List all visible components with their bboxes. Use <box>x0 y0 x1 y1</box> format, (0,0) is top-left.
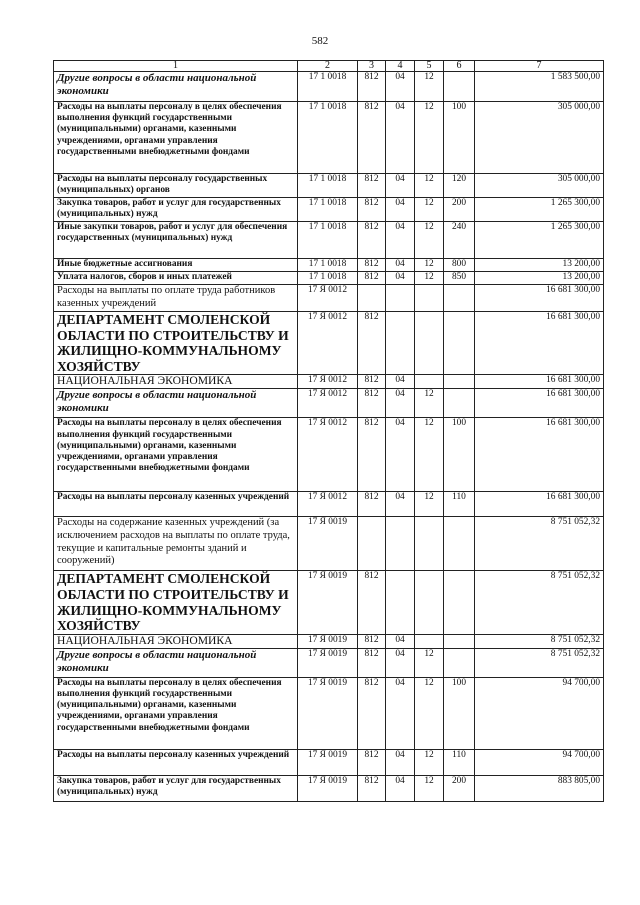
section-cell <box>386 285 415 312</box>
header-col-7: 7 <box>475 61 604 72</box>
header-col-1: 1 <box>54 61 298 72</box>
ministry-code-cell: 812 <box>358 259 386 272</box>
ministry-code-cell: 812 <box>358 648 386 677</box>
subsection-cell <box>415 312 444 375</box>
ministry-code-cell: 812 <box>358 312 386 375</box>
target-article-cell: 17 Я 0012 <box>298 285 358 312</box>
header-col-5: 5 <box>415 61 444 72</box>
item-name-cell: Расходы на выплаты персоналу казенных учреждений <box>54 492 298 517</box>
table-row <box>54 285 604 312</box>
table-row <box>54 198 604 222</box>
subsection-cell <box>415 517 444 571</box>
subsection-cell: 12 <box>415 174 444 198</box>
amount-cell: 16 681 300,00 <box>475 418 604 492</box>
item-name-cell: Другие вопросы в области национальной экономики <box>54 389 298 418</box>
ministry-code-cell: 812 <box>358 72 386 102</box>
ministry-code-cell: 812 <box>358 749 386 775</box>
ministry-code-cell: 812 <box>358 375 386 389</box>
table-row <box>54 571 604 634</box>
amount-cell: 13 200,00 <box>475 272 604 285</box>
subsection-cell <box>415 375 444 389</box>
item-name-cell: ДЕПАРТАМЕНТ СМОЛЕНСКОЙ ОБЛАСТИ ПО СТРОИТЕЛЬСТВУ И ЖИЛИЩНО-КОММУНАЛЬНОМУ ХОЗЯЙСТВУ <box>54 571 298 634</box>
header-col-4: 4 <box>386 61 415 72</box>
amount-cell: 16 681 300,00 <box>475 389 604 418</box>
ministry-code-cell: 812 <box>358 571 386 634</box>
expense-type-cell: 110 <box>444 749 475 775</box>
amount-cell: 16 681 300,00 <box>475 285 604 312</box>
subsection-cell: 12 <box>415 677 444 749</box>
target-article-cell: 17 1 0018 <box>298 174 358 198</box>
target-article-cell: 17 Я 0019 <box>298 677 358 749</box>
expense-type-cell <box>444 389 475 418</box>
ministry-code-cell: 812 <box>358 634 386 648</box>
expense-type-cell: 200 <box>444 775 475 801</box>
item-name-cell: Расходы на выплаты персоналу государственных (муниципальных) органов <box>54 174 298 198</box>
section-cell: 04 <box>386 749 415 775</box>
expense-type-cell <box>444 312 475 375</box>
section-cell <box>386 571 415 634</box>
amount-cell: 1 265 300,00 <box>475 198 604 222</box>
subsection-cell: 12 <box>415 492 444 517</box>
amount-cell: 16 681 300,00 <box>475 312 604 375</box>
table-row <box>54 272 604 285</box>
amount-cell: 1 583 500,00 <box>475 72 604 102</box>
ministry-code-cell <box>358 285 386 312</box>
item-name-cell: Расходы на выплаты персоналу казенных учреждений <box>54 749 298 775</box>
amount-cell: 883 805,00 <box>475 775 604 801</box>
item-name-cell: Другие вопросы в области национальной экономики <box>54 648 298 677</box>
target-article-cell: 17 Я 0012 <box>298 312 358 375</box>
section-cell: 04 <box>386 72 415 102</box>
amount-cell: 94 700,00 <box>475 749 604 775</box>
section-cell: 04 <box>386 775 415 801</box>
expense-type-cell <box>444 571 475 634</box>
expense-type-cell <box>444 375 475 389</box>
section-cell: 04 <box>386 259 415 272</box>
target-article-cell: 17 Я 0012 <box>298 375 358 389</box>
table-row <box>54 677 604 749</box>
subsection-cell: 12 <box>415 222 444 259</box>
target-article-cell: 17 Я 0019 <box>298 775 358 801</box>
subsection-cell: 12 <box>415 259 444 272</box>
target-article-cell: 17 Я 0012 <box>298 492 358 517</box>
section-cell: 04 <box>386 102 415 174</box>
item-name-cell: Закупка товаров, работ и услуг для государственных (муниципальных) нужд <box>54 775 298 801</box>
table-row <box>54 648 604 677</box>
amount-cell: 8 751 052,32 <box>475 648 604 677</box>
item-name-cell: Закупка товаров, работ и услуг для государственных (муниципальных) нужд <box>54 198 298 222</box>
header-col-6: 6 <box>444 61 475 72</box>
page-number: 582 <box>311 35 329 47</box>
target-article-cell: 17 1 0018 <box>298 198 358 222</box>
item-name-cell: Расходы на содержание казенных учреждений (за исключением расходов на выплаты по оплате труда, текущие и капитальные ремонты зданий и сооружений) <box>54 517 298 571</box>
section-cell: 04 <box>386 418 415 492</box>
target-article-cell: 17 1 0018 <box>298 259 358 272</box>
amount-cell: 16 681 300,00 <box>475 492 604 517</box>
subsection-cell <box>415 634 444 648</box>
item-name-cell: Другие вопросы в области национальной экономики <box>54 72 298 102</box>
item-name-cell: Расходы на выплаты персоналу в целях обеспечения выполнения функций государственными (муниципальными) органами, казенными учреждениями, органами управления государственными внебюджетными фондами <box>54 102 298 174</box>
ministry-code-cell: 812 <box>358 677 386 749</box>
subsection-cell: 12 <box>415 418 444 492</box>
amount-cell: 94 700,00 <box>475 677 604 749</box>
section-cell: 04 <box>386 375 415 389</box>
expense-type-cell: 850 <box>444 272 475 285</box>
amount-cell: 305 000,00 <box>475 102 604 174</box>
amount-cell: 8 751 052,32 <box>475 571 604 634</box>
expense-type-cell <box>444 72 475 102</box>
expense-type-cell <box>444 517 475 571</box>
section-cell: 04 <box>386 634 415 648</box>
table-row <box>54 174 604 198</box>
table-row <box>54 517 604 571</box>
ministry-code-cell: 812 <box>358 272 386 285</box>
item-name-cell: Расходы на выплаты по оплате труда работников казенных учреждений <box>54 285 298 312</box>
ministry-code-cell: 812 <box>358 775 386 801</box>
section-cell: 04 <box>386 174 415 198</box>
subsection-cell: 12 <box>415 198 444 222</box>
target-article-cell: 17 1 0018 <box>298 102 358 174</box>
section-cell: 04 <box>386 492 415 517</box>
expense-type-cell: 200 <box>444 198 475 222</box>
table-header-row <box>54 61 604 72</box>
target-article-cell: 17 Я 0019 <box>298 517 358 571</box>
ministry-code-cell: 812 <box>358 102 386 174</box>
item-name-cell: НАЦИОНАЛЬНАЯ ЭКОНОМИКА <box>54 375 298 389</box>
expense-type-cell <box>444 285 475 312</box>
ministry-code-cell: 812 <box>358 222 386 259</box>
table-row <box>54 775 604 801</box>
item-name-cell: Расходы на выплаты персоналу в целях обеспечения выполнения функций государственными (муниципальными) органами, казенными учреждениями, органами управления государственными внебюджетными фондами <box>54 418 298 492</box>
item-name-cell: Уплата налогов, сборов и иных платежей <box>54 272 298 285</box>
section-cell: 04 <box>386 389 415 418</box>
subsection-cell: 12 <box>415 272 444 285</box>
table-row <box>54 312 604 375</box>
section-cell <box>386 517 415 571</box>
table-row <box>54 389 604 418</box>
table-row <box>54 102 604 174</box>
budget-table <box>53 60 604 802</box>
section-cell: 04 <box>386 648 415 677</box>
target-article-cell: 17 1 0018 <box>298 222 358 259</box>
subsection-cell <box>415 285 444 312</box>
section-cell: 04 <box>386 677 415 749</box>
subsection-cell <box>415 571 444 634</box>
header-col-2: 2 <box>298 61 358 72</box>
amount-cell: 1 265 300,00 <box>475 222 604 259</box>
target-article-cell: 17 Я 0019 <box>298 648 358 677</box>
subsection-cell: 12 <box>415 775 444 801</box>
table-row <box>54 634 604 648</box>
table-row <box>54 749 604 775</box>
table-row <box>54 418 604 492</box>
ministry-code-cell: 812 <box>358 418 386 492</box>
amount-cell: 305 000,00 <box>475 174 604 198</box>
section-cell: 04 <box>386 198 415 222</box>
table-row <box>54 72 604 102</box>
ministry-code-cell: 812 <box>358 174 386 198</box>
expense-type-cell: 120 <box>444 174 475 198</box>
expense-type-cell <box>444 634 475 648</box>
target-article-cell: 17 Я 0019 <box>298 634 358 648</box>
subsection-cell: 12 <box>415 102 444 174</box>
target-article-cell: 17 1 0018 <box>298 72 358 102</box>
amount-cell: 8 751 052,32 <box>475 634 604 648</box>
expense-type-cell: 240 <box>444 222 475 259</box>
target-article-cell: 17 Я 0012 <box>298 389 358 418</box>
table-row <box>54 222 604 259</box>
expense-type-cell: 100 <box>444 102 475 174</box>
expense-type-cell: 110 <box>444 492 475 517</box>
table-row <box>54 375 604 389</box>
expense-type-cell: 100 <box>444 418 475 492</box>
section-cell: 04 <box>386 272 415 285</box>
target-article-cell: 17 Я 0012 <box>298 418 358 492</box>
target-article-cell: 17 Я 0019 <box>298 749 358 775</box>
table-row <box>54 492 604 517</box>
expense-type-cell: 800 <box>444 259 475 272</box>
amount-cell: 13 200,00 <box>475 259 604 272</box>
item-name-cell: Иные закупки товаров, работ и услуг для обеспечения государственных (муниципальных) нужд <box>54 222 298 259</box>
item-name-cell: Расходы на выплаты персоналу в целях обеспечения выполнения функций государственными (муниципальными) органами, казенными учреждениями, органами управления государственными внебюджетными фондами <box>54 677 298 749</box>
section-cell <box>386 312 415 375</box>
item-name-cell: Иные бюджетные ассигнования <box>54 259 298 272</box>
ministry-code-cell: 812 <box>358 198 386 222</box>
expense-type-cell <box>444 648 475 677</box>
amount-cell: 16 681 300,00 <box>475 375 604 389</box>
header-col-3: 3 <box>358 61 386 72</box>
item-name-cell: ДЕПАРТАМЕНТ СМОЛЕНСКОЙ ОБЛАСТИ ПО СТРОИТЕЛЬСТВУ И ЖИЛИЩНО-КОММУНАЛЬНОМУ ХОЗЯЙСТВУ <box>54 312 298 375</box>
section-cell: 04 <box>386 222 415 259</box>
expense-type-cell: 100 <box>444 677 475 749</box>
subsection-cell: 12 <box>415 648 444 677</box>
ministry-code-cell: 812 <box>358 389 386 418</box>
target-article-cell: 17 1 0018 <box>298 272 358 285</box>
subsection-cell: 12 <box>415 749 444 775</box>
subsection-cell: 12 <box>415 389 444 418</box>
amount-cell: 8 751 052,32 <box>475 517 604 571</box>
item-name-cell: НАЦИОНАЛЬНАЯ ЭКОНОМИКА <box>54 634 298 648</box>
target-article-cell: 17 Я 0019 <box>298 571 358 634</box>
table-row <box>54 259 604 272</box>
subsection-cell: 12 <box>415 72 444 102</box>
ministry-code-cell <box>358 517 386 571</box>
table-body <box>54 72 604 802</box>
ministry-code-cell: 812 <box>358 492 386 517</box>
